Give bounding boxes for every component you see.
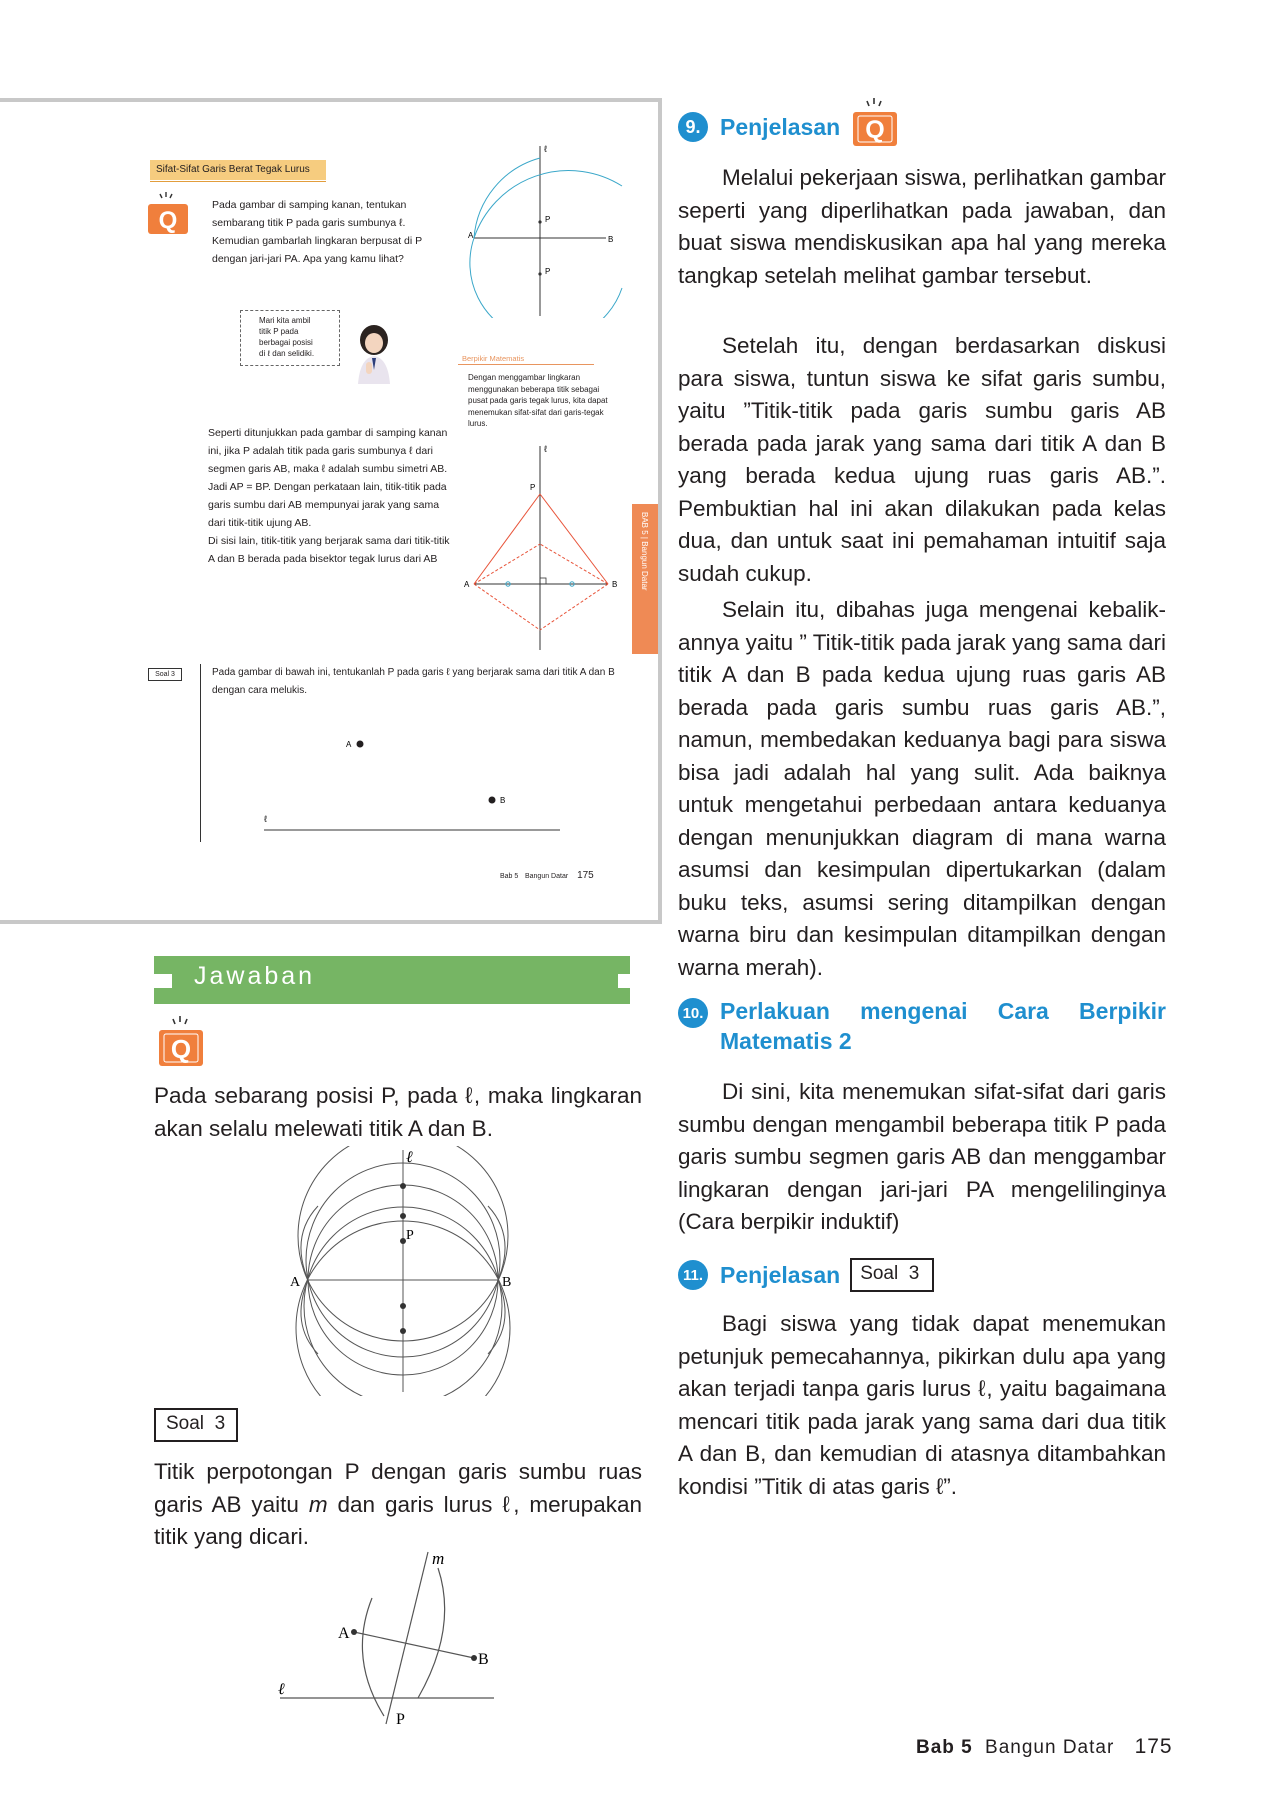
inset-soal-badge: Soal 3: [148, 668, 182, 681]
svg-text:Q: Q: [170, 1034, 192, 1064]
think-math-title: Berpikir Matematis: [462, 354, 525, 363]
inset-figure-bisector: [452, 440, 642, 654]
fig-construct-label-p: P: [396, 1711, 405, 1728]
answer-text-2-m: m: [308, 1491, 328, 1517]
student-girl-icon: [350, 324, 398, 384]
section-10-title-line-1: [720, 996, 1166, 1026]
inset-footer: [500, 870, 594, 881]
textbook-page-inset: [0, 98, 662, 924]
soal-3-label-num: 3: [214, 1413, 226, 1434]
section-10-heading: [678, 998, 1166, 1056]
soal-3-label-text: Soal: [166, 1413, 205, 1434]
section-11-paragraph: Bagi siswa yang tidak dapat menemukan petunjuk pemecahannya, pikirkan dulu apa yang akan terjadi tanpa garis lurus ℓ, yaitu bagaimana mencari titik pada jarak yang sama dari dua titik A dan B, dan kemudian di atasnya ditambahkan kondisi ”Titik di atas garis ℓ”.: [678, 1311, 1166, 1499]
fig-circles-label-l: ℓ: [406, 1149, 413, 1166]
section-10-title-line-2: Matematis 2: [720, 1028, 852, 1054]
section-10-paragraph: Di sini, kita menemukan sifat-sifat dari garis sumbu dengan mengambil beberapa titik P pada garis sumbu segmen garis AB dan menggambar lingkaran dengan jari-jari PA mengelilinginya (Cara berpikir induktif): [678, 1079, 1166, 1234]
answer-q-icon: [156, 1014, 206, 1070]
answer-text-2-a: Titik perpotongan P dengan garis sumbu ruas garis AB yaitu: [154, 1459, 642, 1517]
page-footer: [916, 1735, 1173, 1759]
section-10-title-word-2: mengenai: [860, 998, 968, 1024]
answer-figure-circles: [278, 1146, 528, 1396]
section-11-number: 11.: [678, 1260, 708, 1290]
inset-figure-circles: [452, 138, 642, 318]
answer-figure-construction: [268, 1548, 498, 1728]
fig2-label-a: A: [464, 580, 470, 589]
section-10-title: [720, 996, 1166, 1056]
inset-footer-bab: Bab 5: [500, 873, 519, 880]
fig1-label-a: A: [468, 231, 474, 240]
inset-speech-bubble: Mari kita ambil titik P pada berbagai posisi di ℓ dan selidiki.: [240, 310, 340, 366]
answer-text-2-b: dan garis lurus ℓ, merupakan titik yang dicari.: [154, 1491, 642, 1549]
inset-section-title: Sifat-Sifat Garis Berat Tegak Lurus: [150, 160, 326, 180]
inset-explanation-p1: Seperti ditunjukkan pada gambar di samping kanan ini, jika P adalah titik pada garis sumbunya ℓ dari segmen garis AB, maka ℓ adalah sumbu simetri AB. Jadi AP = BP. Dengan perkataan lain, titik-titik pada garis sumbu dari AB mempunyai jarak yang sama dari titik-titik ujung AB.: [208, 427, 448, 529]
inset-footer-page: 175: [577, 870, 594, 881]
think-math-rule: [458, 364, 594, 365]
footer-page-number: 175: [1134, 1735, 1173, 1758]
fig3-label-b: B: [500, 796, 506, 805]
chapter-tab-text: BAB 5 | Bangun Datar: [640, 512, 649, 591]
section-9-title: Penjelasan: [720, 113, 841, 140]
fig1-label-p2: P: [545, 267, 551, 276]
fig2-label-l: ℓ: [544, 444, 547, 454]
fig1-label-p1: P: [545, 215, 551, 224]
soal-3-label: [154, 1408, 238, 1442]
fig3-label-l: ℓ: [264, 814, 267, 824]
section-11-title: Penjelasan: [720, 1261, 841, 1288]
section-10-number: 10.: [678, 998, 708, 1028]
section-11-soal-text: Soal: [860, 1263, 899, 1284]
section-9-number: 9.: [678, 112, 708, 142]
think-math-text: Dengan menggambar lingkaran menggunakan beberapa titik sebagai pusat pada garis tegak lurus, kita dapat menemukan sifat-sifat dari garis-tegak lurus.: [468, 373, 608, 428]
footer-title: Bangun Datar: [985, 1737, 1115, 1758]
fig-construct-label-m: m: [432, 1549, 445, 1568]
section-9-paragraph-2: Setelah itu, dengan berdasarkan diskusi para siswa, tuntun siswa ke sifat garis sumbu, yaitu ”Titik-titik pada garis sumbu garis AB berada pada jarak yang sama dari titik A dan B yang berada kedua ujung ruas garis AB.”. Pembuktian hal ini akan dilakukan pada kelas dua, dan untuk saat ini pemahaman intuitif saja sudah cukup.: [678, 333, 1166, 586]
fig-circles-label-b: B: [502, 1275, 512, 1290]
fig2-label-b: B: [612, 580, 618, 589]
inset-explanation-p2: Di sisi lain, titik-titik yang berjarak sama dari titik-titik A dan B berada pada bisektor tegak lurus dari AB: [208, 535, 450, 565]
footer-chapter: Bab 5: [916, 1737, 973, 1758]
inset-soal-text: Pada gambar di bawah ini, tentukanlah P pada garis ℓ yang berjarak sama dari titik A dan B dengan cara melukis.: [212, 667, 615, 696]
fig-construct-label-a: A: [338, 1625, 350, 1642]
inset-soal-rule: [200, 664, 201, 842]
fig-circles-label-p: P: [406, 1228, 414, 1243]
fig1-label-l: ℓ: [544, 144, 547, 154]
fig-construct-label-b: B: [478, 1651, 489, 1668]
inset-footer-title: Bangun Datar: [524, 873, 569, 880]
section-9-paragraph-3: Selain itu, dibahas juga mengenai kebalik-annya yaitu ” Titik-titik pada jarak yang sama dari titik A dan B pada kedua ujung ruas garis AB berada pada garis sumbu ruas garis AB.”, namun, membedakan keduanya bagi para siswa bisa jadi adalah hal yang sulit. Ada baiknya untuk mengetahui perbedaan antara keduanya dengan menunjukkan diagram di mana warna asumsi dan kesimpulan dipertukarkan (dalam buku teks, asumsi sering ditampilkan dengan warna biru dan kesimpulan ditampilkan dengan warna merah).: [678, 597, 1166, 980]
fig-construct-label-l: ℓ: [278, 1681, 285, 1698]
jawaban-title: Jawaban: [194, 962, 316, 990]
section-9-heading: [678, 112, 840, 142]
section-10-title-word-3: Cara: [997, 998, 1049, 1024]
section-9-paragraph-1: Melalui pekerjaan siswa, perlihatkan gambar seperti yang diperlihatkan pada jawaban, dan buat siswa mendiskusikan apa hal yang mereka tangkap setelah melihat gambar tersebut.: [678, 165, 1166, 288]
question-q-icon: [146, 190, 190, 238]
answer-text-1: Pada sebarang posisi P, pada ℓ, maka lingkaran akan selalu melewati titik A dan B.: [154, 1083, 642, 1141]
answer-text-2: [154, 1456, 642, 1554]
fig1-label-b: B: [608, 235, 614, 244]
fig2-label-p: P: [530, 483, 536, 492]
section-10-title-word-1: Perlakuan: [720, 998, 830, 1024]
section-11-soal-num: 3: [908, 1263, 920, 1284]
section-11-heading: [678, 1258, 934, 1292]
fig3-label-a: A: [346, 740, 352, 749]
section-9-q-icon: [850, 96, 900, 150]
inset-figure-points: [250, 722, 570, 852]
svg-text:Q: Q: [158, 207, 178, 234]
section-11-soal-label: [850, 1258, 934, 1292]
inset-title-underline: [150, 181, 326, 182]
inset-explanation: [208, 424, 454, 568]
section-10-title-word-4: Berpikir: [1079, 998, 1166, 1024]
inset-question: Pada gambar di samping kanan, tentukan sembarang titik P pada garis sumbunya ℓ. Kemudian gambarlah lingkaran berpusat di P dengan jari-jari PA. Apa yang kamu lihat?: [212, 199, 422, 265]
svg-text:Q: Q: [865, 116, 885, 144]
fig-circles-label-a: A: [290, 1275, 301, 1290]
